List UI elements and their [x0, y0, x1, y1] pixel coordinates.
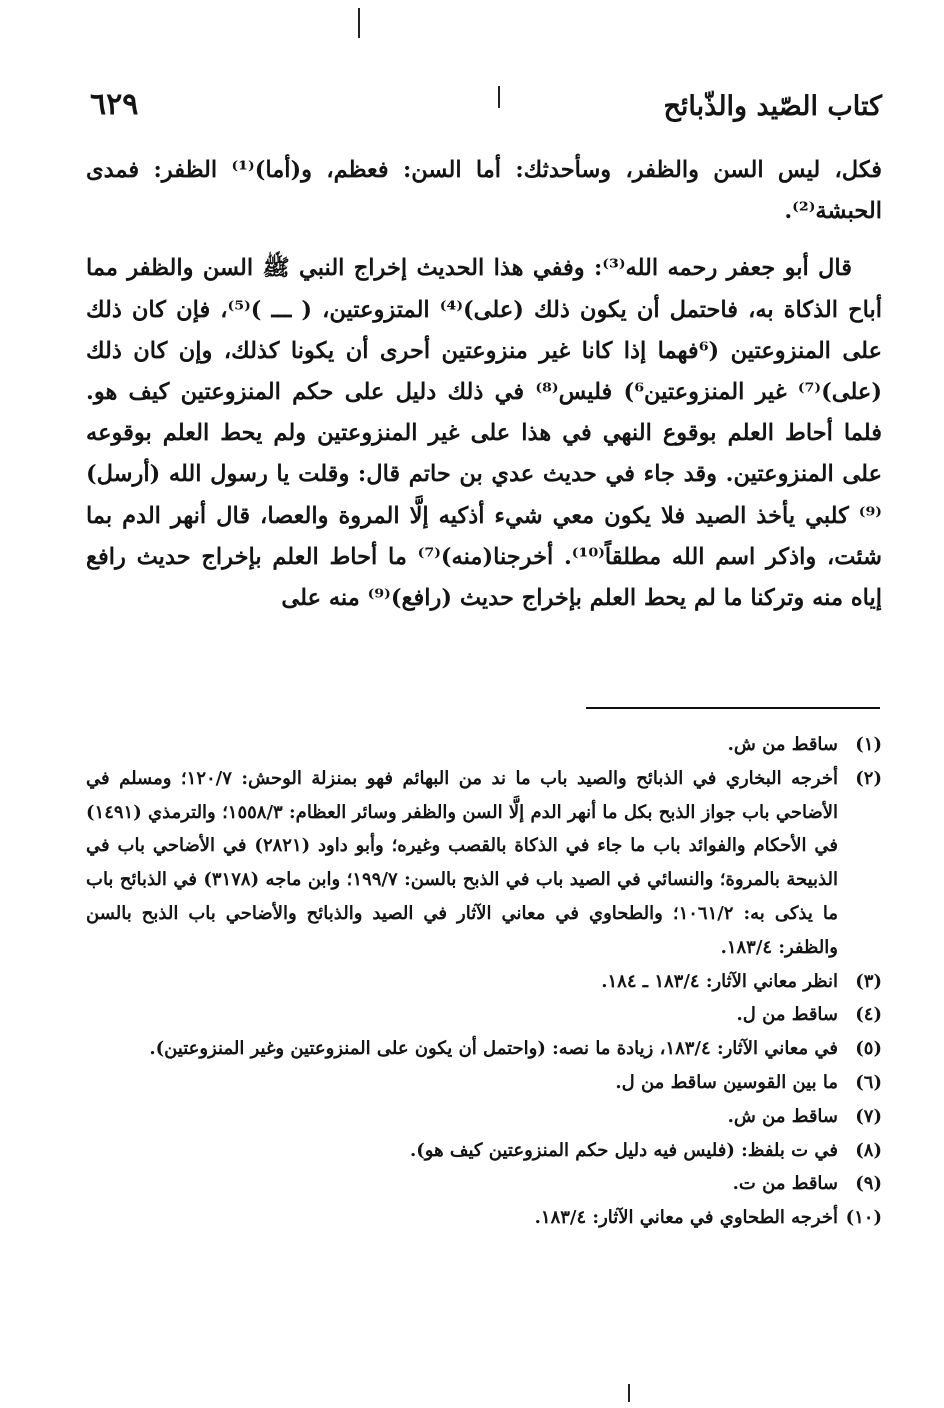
- chapter-title: كتاب الصّيد والذّبائح: [663, 91, 882, 122]
- footnote-number: (٩): [855, 1173, 882, 1195]
- footnote-text: أخرجه الطحاوي في معاني الآثار: ١٨٣/٤.: [534, 1207, 838, 1229]
- footnote-item: [86, 1032, 882, 1066]
- footnote-item: [86, 1134, 882, 1168]
- footnote-text: ساقط من ت.: [732, 1173, 838, 1195]
- main-text: [86, 150, 882, 619]
- footnote-number: (١٠): [845, 1207, 882, 1229]
- running-header: [90, 82, 882, 122]
- scan-mark: [358, 8, 360, 38]
- footnote-text: ساقط من ش.: [727, 1105, 838, 1127]
- footnote-separator: [586, 707, 880, 709]
- footnote-text: انظر معاني الآثار: ١٨٣/٤ ـ ١٨٤.: [601, 970, 838, 992]
- footnote-number: (٢): [855, 767, 882, 789]
- footnote-number: (٧): [855, 1105, 882, 1127]
- footnotes-list: [86, 728, 882, 1235]
- footnote-number: (٨): [855, 1139, 882, 1161]
- page-number: ٦٢٩: [90, 87, 139, 122]
- footnote-item: [86, 1066, 882, 1100]
- footnote-item: [86, 1100, 882, 1134]
- scan-mark: [628, 1384, 630, 1402]
- footnote-number: (٥): [855, 1038, 882, 1060]
- footnote-text: ساقط من ل.: [736, 1004, 838, 1026]
- footnote-text: في معاني الآثار: ١٨٣/٤، زيادة ما نصه: (واحتمل أن يكون على المنزوعتين وغير المنزوعتين).: [149, 1038, 838, 1060]
- footnote-item: [86, 998, 882, 1032]
- paragraph-1: فكل، ليس السن والظفر، وسأحدثك: أما السن: فعظم، و(أما)⁽¹⁾ الظفر: فمدى الحبشة⁽²⁾.: [86, 157, 883, 225]
- footnote-number: (٦): [855, 1071, 882, 1093]
- footnote-text: ساقط من ش.: [727, 734, 838, 755]
- footnote-item: [86, 728, 882, 762]
- footnote-text: أخرجه البخاري في الذبائح والصيد باب ما ند من البهائم فهو بمنزلة الوحش: ١٢٠/٧؛ ومسلم في الأضاحي باب جواز الذبح بكل ما أنهر الدم إلَّا السن والظفر وسائر العظام: ١٥٥٨/٣؛ والترمذي (١٤٩١) في الأحكام والفوائد باب ما جاء في الذكاة بالقصب وغيره؛ وأبو داود (٢٨٢١) في الأضاحي باب في الذبيحة بالمروة؛ والنسائي في الصيد باب في الذبح بالسن: ١٩٩/٧؛ وابن ماجه (٣١٧٨) في الذبائح باب ما يذكى به: ١٠٦١/٢؛ والطحاوي في معاني الآثار في الصيد والذبائح والأضاحي باب الذبح بالسن والظفر: ١٨٣/٤.: [86, 767, 838, 958]
- footnote-item: [86, 762, 882, 965]
- footnote-number: (٤): [855, 1004, 882, 1026]
- footnote-item: [86, 1201, 882, 1235]
- scan-mark: [498, 86, 500, 108]
- footnote-number: (١): [855, 734, 882, 755]
- footnote-text: في ت بلفظ: (فليس فيه دليل حكم المنزوعتين كيف هو).: [410, 1139, 838, 1161]
- footnote-number: (٣): [855, 970, 882, 992]
- footnote-item: [86, 1167, 882, 1201]
- footnote-text: ما بين القوسين ساقط من ل.: [615, 1071, 838, 1093]
- footnote-item: [86, 965, 882, 999]
- paragraph-2: قال أبو جعفر رحمه الله⁽³⁾: وففي هذا الحديث إخراج النبي ﷺ السن والظفر مما أباح الذكاة به، فاحتمل أن يكون ذلك (على)⁽⁴⁾ المتزوعتين، ( ـــ )⁽⁵⁾، فإن كان ذلك على المنزوعتين (⁶فهما إذا كانا غير منزوعتين أحرى أن يكونا كذلك، وإن كان ذلك (على)⁽⁷⁾ غير المنزوعتين⁶) فليس⁽⁸⁾ في ذلك دليل على حكم المنزوعتين كيف هو. فلما أحاط العلم بوقوع النهي في هذا على غير المنزوعتين ولم يحط العلم بوقوعه على المنزوعتين. وقد جاء في حديث عدي بن حاتم قال: وقلت يا رسول الله (أرسل)⁽⁹⁾ كلبي يأخذ الصيد فلا يكون معي شيء أذكيه إلَّا المروة والعصا، قال أنهر الدم بما شئت، واذكر اسم الله مطلقاً⁽¹⁰⁾. أخرجنا(منه)⁽⁷⁾ ما أحاط العلم بإخراج حديث رافع إياه منه وتركنا ما لم يحط العلم بإخراج حديث (رافع)⁽⁹⁾ منه على: [86, 255, 882, 612]
